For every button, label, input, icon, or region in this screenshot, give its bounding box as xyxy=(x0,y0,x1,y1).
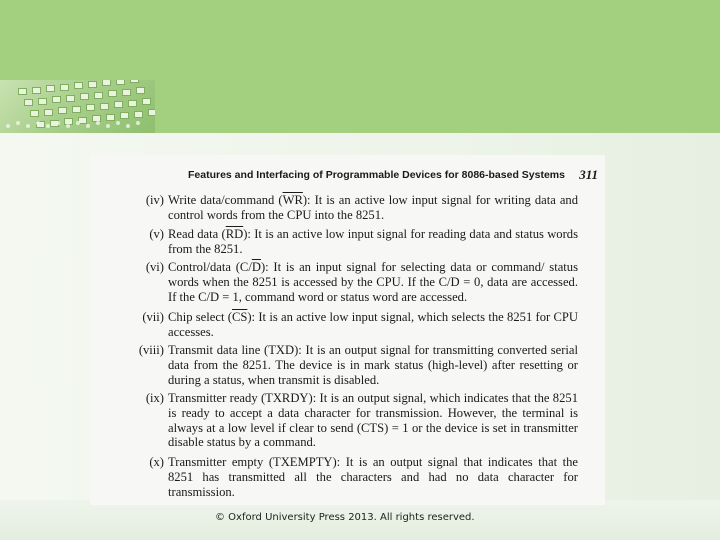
chip-pin xyxy=(56,121,60,125)
chip-pin xyxy=(66,124,70,128)
chip-pin xyxy=(26,124,30,128)
chip-pin xyxy=(46,124,50,128)
chip-cell xyxy=(18,88,27,95)
chip-cell xyxy=(44,109,53,116)
chip-cell xyxy=(30,110,39,117)
item-number: (v) xyxy=(149,227,164,241)
chip-pin xyxy=(16,121,20,125)
chip-cell xyxy=(94,92,103,99)
chip-pin xyxy=(86,124,90,128)
chip-pin xyxy=(136,121,140,125)
chip-cell xyxy=(32,87,41,94)
running-head xyxy=(188,169,598,181)
chip-cell xyxy=(24,99,33,106)
textbook-page-image xyxy=(90,155,605,505)
item-text: Transmit data line (TXD): It is an output signal for transmitting converted serial data from the 8251. The device is in mark status (high-level) after resetting or during a status, when transmit is disabled. xyxy=(168,343,578,387)
chip-cell xyxy=(120,112,129,119)
chip-cell xyxy=(142,98,151,105)
item-text: Write data/command $(\overline{WR})$: It is an active low input signal for writing data and control words from the CPU into the 8251. xyxy=(168,193,579,222)
chip-cell xyxy=(148,109,155,116)
chip-cell xyxy=(106,114,115,121)
chip-cell xyxy=(58,107,67,114)
chip-cell xyxy=(74,82,83,89)
chip-cell xyxy=(52,96,61,103)
chip-cell xyxy=(86,104,95,111)
chip-cell xyxy=(66,95,75,102)
chip-cell xyxy=(88,81,97,88)
chip-cell xyxy=(72,106,81,113)
chip-cell xyxy=(122,89,131,96)
chip-cell xyxy=(102,80,111,86)
chip-cell xyxy=(60,84,69,91)
item-number: (iv) xyxy=(145,193,164,207)
item-text: Transmitter ready (TXRDY): It is an output signal, which indicates that the 8251 is ready to accept a data character for transmission. However, the terminal is always at a low level if clear to send (CTS) = 1 or the device is set in transmitter disable status by a command. xyxy=(168,391,578,450)
item-text: Transmitter empty (TXEMPTY): It is an output signal that indicates that the 8251 has transmitted all the characters and had no data character for transmission. xyxy=(168,455,578,499)
item-number: (x) xyxy=(149,455,164,469)
chip-cell xyxy=(116,80,125,85)
chip-pin xyxy=(116,121,120,125)
item-number: (viii) xyxy=(138,343,164,357)
chip-cell xyxy=(114,101,123,108)
chip-cell xyxy=(100,103,109,110)
item-number: (ix) xyxy=(145,391,164,405)
chip-cell xyxy=(46,85,55,92)
item-text: Read data $(\overline{RD})$: It is an active low input signal for reading data and status words from the 8251. xyxy=(168,227,578,256)
chip-pin xyxy=(126,124,130,128)
chip-cell xyxy=(38,98,47,105)
chip-pin xyxy=(76,121,80,125)
item-text: Chip select $(\overline{CS})$: It is an active low input signal, which selects the 8251 for CPU accesses. xyxy=(168,310,579,339)
chip-cell xyxy=(136,87,145,94)
chip-cell xyxy=(80,93,89,100)
page-number: 311 xyxy=(579,167,598,182)
running-head-text: Features and Interfacing of Programmable Devices for 8086-based Systems xyxy=(188,169,565,181)
chip-pin xyxy=(36,121,40,125)
chip-cell xyxy=(128,100,137,107)
circuit-chip-image xyxy=(0,80,155,133)
chip-cell xyxy=(108,90,117,97)
item-number: (vii) xyxy=(142,310,164,324)
chip-cell xyxy=(130,80,139,83)
copyright-footer: © Oxford University Press 2013. All rights reserved. xyxy=(215,512,475,523)
chip-pin xyxy=(106,124,110,128)
item-number: (vi) xyxy=(145,260,164,274)
chip-pin xyxy=(96,121,100,125)
chip-cell xyxy=(134,111,143,118)
item-text: Control/data $(C/\overline{D})$: It is an input signal for selecting data or command/ status words when the 8251 is accessed by the CPU. If the C/D = 0, data are accessed. If the C/D = 1, command word or status word are accessed. xyxy=(168,260,578,304)
chip-pin xyxy=(6,124,10,128)
